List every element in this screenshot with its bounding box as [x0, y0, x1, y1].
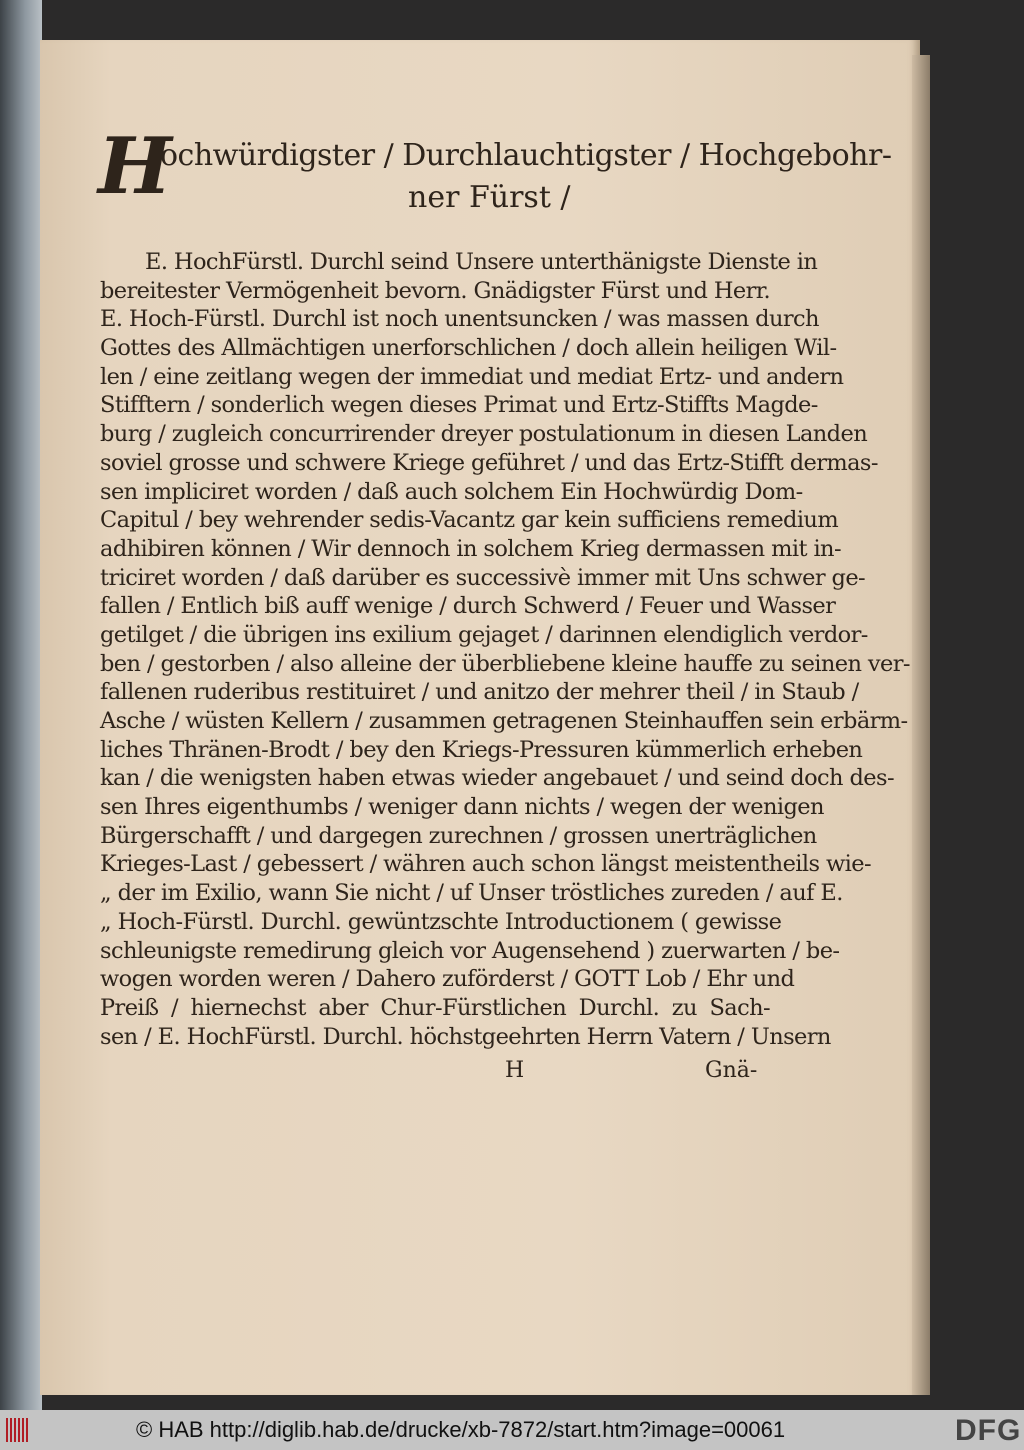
text-line: fallenen ruderibus restituiret / und anitzo der mehrer theil / in Staub /	[100, 679, 859, 706]
text-line: Krieges-Last / gebessert / währen auch schon längst meistentheils wie-	[100, 851, 871, 878]
text-line: soviel grosse und schwere Kriege geführet / und das Ertz-Stifft dermas-	[100, 449, 878, 476]
text-line: Preiß / hiernechst aber Chur-Fürstlichen Durchl. zu Sach-	[100, 994, 770, 1021]
text-line: Stifftern / sonderlich wegen dieses Primat und Ertz-Stiffts Magde-	[100, 392, 818, 419]
body-text	[100, 248, 910, 1051]
text-line: Gottes des Allmächtigen unerforschlichen / doch allein heiligen Wil-	[100, 335, 837, 362]
text-line: triciret worden / daß darüber es successivè immer mit Uns schwer ge-	[100, 564, 866, 591]
text-line: „ Hoch-Fürstl. Durchl. gewüntzschte Introductionem ( gewisse	[100, 908, 782, 935]
decorated-initial: H	[98, 121, 172, 212]
text-line: fallen / Entlich biß auff wenige / durch Schwerd / Feuer und Wasser	[100, 593, 836, 620]
text-line: sen / E. HochFürstl. Durchl. höchstgeehrten Herrn Vatern / Unsern	[100, 1023, 831, 1050]
page-edge-shadow	[912, 55, 930, 1395]
dfg-logo: DFG	[955, 1414, 1022, 1447]
text-line: len / eine zeitlang wegen der immediat und mediat Ertz- und andern	[100, 363, 844, 390]
signature-mark: H	[505, 1058, 525, 1083]
text-line: kan / die wenigsten haben etwas wieder angebauet / und seind doch des-	[100, 765, 894, 792]
text-line: E. Hoch-Fürstl. Durchl ist noch unentsuncken / was massen durch	[100, 306, 819, 333]
text-line: wogen worden weren / Dahero zuförderst / GOTT Lob / Ehr und	[100, 966, 795, 993]
text-line: „ der im Exilio, wann Sie nicht / uf Unser tröstliches zureden / auf E.	[100, 880, 843, 907]
text-line: liches Thränen-Brodt / bey den Kriegs-Pressuren kümmerlich erheben	[100, 736, 863, 763]
text-line: Asche / wüsten Kellern / zusammen getragenen Steinhauffen sein erbärm-	[100, 708, 908, 734]
text-line: sen impliciret worden / daß auch solchem Ein Hochwürdig Dom-	[100, 478, 803, 505]
text-line: burg / zugleich concurrirender dreyer postulationum in diesen Landen	[100, 421, 868, 448]
text-line: Bürgerschafft / und dargegen zurechnen / grossen unerträglichen	[100, 822, 817, 849]
text-line: bereitester Vermögenheit bevorn. Gnädigster Fürst und Herr.	[100, 277, 770, 304]
copyright-url: © HAB http://diglib.hab.de/drucke/xb-7872/start.htm?image=00061	[136, 1417, 786, 1442]
text-line: Capitul / bey wehrender sedis-Vacantz gar kein sufficiens remedium	[100, 507, 839, 534]
text-line: getilget / die übrigen ins exilium gejaget / darinnen elendiglich verdor-	[100, 621, 868, 648]
text-line: ben / gestorben / also alleine der überbliebene kleine hauffe zu seinen ver-	[100, 650, 910, 677]
heading-line-1: ochwürdigster / Durchlauchtigster / Hochgebohr-	[160, 138, 892, 173]
text-line: E. HochFürstl. Durchl seind Unsere unterthänigste Dienste in	[145, 249, 818, 275]
text-line: schleunigste remedirung gleich vor Augensehend ) zuerwarten / be-	[100, 937, 840, 964]
catchword: Gnä-	[705, 1058, 758, 1083]
footer-bar	[0, 1410, 1024, 1450]
text-line: adhibiren können / Wir dennoch in solchem Krieg dermassen mit in-	[100, 535, 841, 562]
heading-line-2: ner Fürst /	[408, 180, 571, 215]
hab-logo-icon	[6, 1418, 28, 1442]
adjacent-page-edge	[0, 0, 42, 1410]
text-line: sen Ihres eigenthumbs / weniger dann nichts / wegen der wenigen	[100, 794, 824, 821]
